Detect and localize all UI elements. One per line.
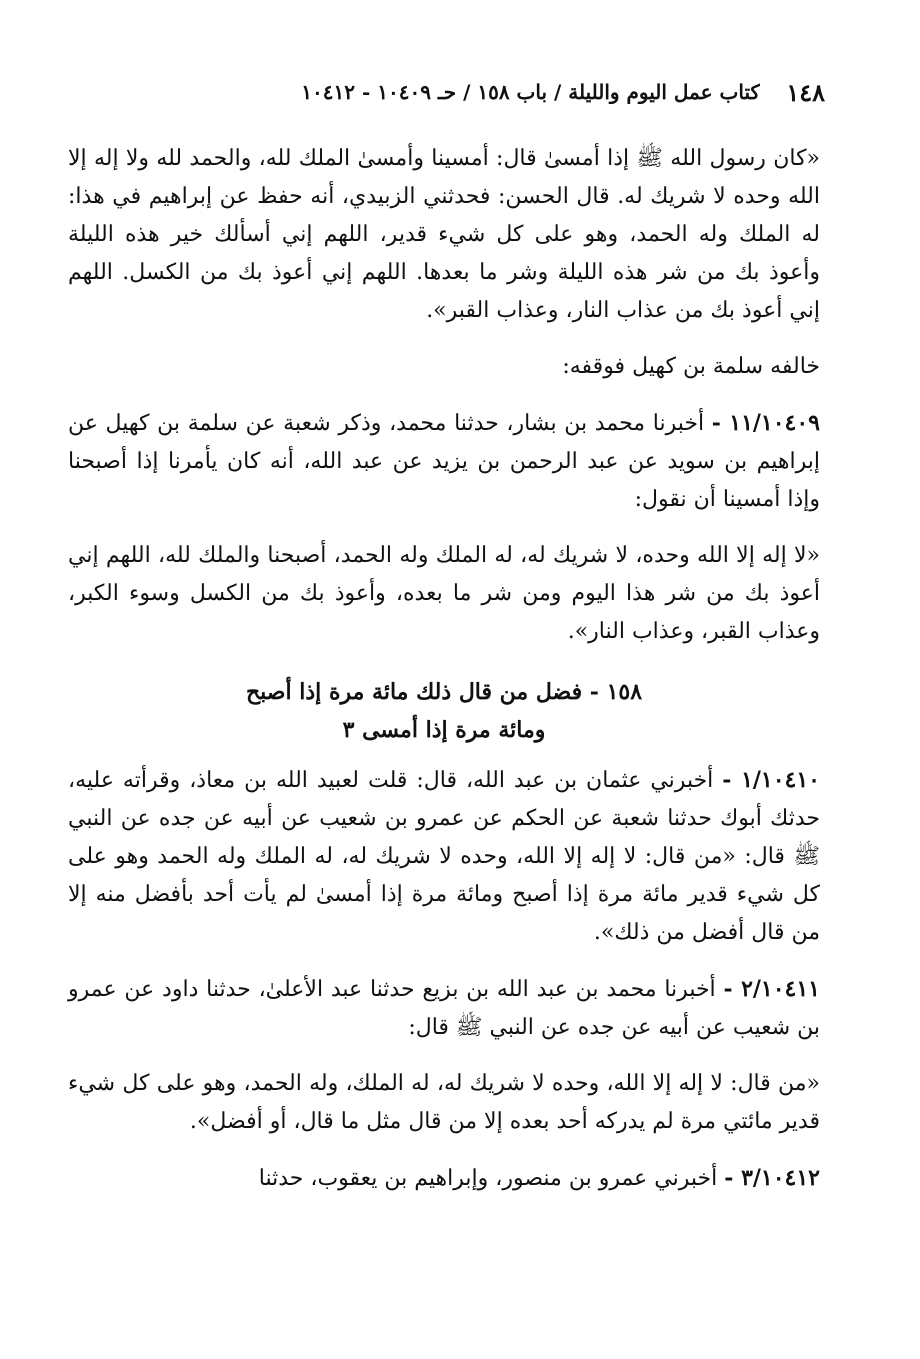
- hadith-chain: أخبرني عمرو بن منصور، وإبراهيم بن يعقوب، حدثنا: [258, 1166, 718, 1191]
- hadith-paragraph-10412: [68, 1159, 820, 1198]
- running-title: كتاب عمل اليوم والليلة / باب ١٥٨ / حـ ١٠٤٠٩ - ١٠٤١٢: [301, 80, 760, 104]
- narration-note: خالفه سلمة بن كهيل فوقفه:: [562, 354, 820, 379]
- hadith-number: ١١/١٠٤٠٩ -: [711, 410, 820, 436]
- hadith-paragraph-10411: [68, 970, 820, 1047]
- page-header: [60, 78, 825, 114]
- hadith-number: ١/١٠٤١٠ -: [722, 767, 820, 793]
- page-number: ١٤٨: [786, 78, 825, 107]
- hadith-number: ٢/١٠٤١١ -: [723, 976, 820, 1002]
- chapter-heading-line1: ١٥٨ - فضل من قال ذلك مائة مرة إذا أصبح: [245, 679, 643, 705]
- hadith-text-paragraph: «كان رسول الله ﷺ إذا أمسىٰ قال: أمسينا وأمسىٰ الملك لله، والحمد لله ولا إله إلا الله وحده لا شريك له. قال الحسن: فحدثني الزبيدي، أنه حفظ عن إبراهيم في هذا: له الملك وله الحمد، وهو على كل شيء قدير، اللهم إني أسألك خير هذه الليلة وأعوذ بك من شر هذه الليلة وشر ما بعدها. اللهم إني أعوذ بك من الكسل. اللهم إني أعوذ بك من عذاب النار، وعذاب القبر».: [68, 146, 820, 323]
- hadith-chain: أخبرنا محمد بن عبد الله بن بزيع حدثنا عبد الأعلىٰ، حدثنا داود عن عمرو بن شعيب عن أبيه عن جده عن النبي ﷺ قال:: [68, 977, 820, 1040]
- hadith-paragraph-10410: [68, 761, 820, 952]
- hadith-chain: أخبرنا محمد بن بشار، حدثنا محمد، وذكر شعبة عن سلمة بن كهيل عن إبراهيم بن سويد عن عبد الرحمن بن يزيد عن عبد الله، أنه كان يأمرنا إذا أصبحنا وإذا أمسينا أن نقول:: [68, 411, 820, 512]
- chapter-heading-line2: ومائة مرة إذا أمسى ٣: [342, 717, 546, 743]
- hadith-paragraph-10409: [68, 404, 820, 519]
- hadith-text-paragraph: «من قال: لا إله إلا الله، وحده لا شريك له، له الملك، وله الحمد، وهو على كل شيء قدير مائتي مرة لم يدركه أحد بعده إلا من قال مثل ما قال، أو أفضل».: [68, 1071, 820, 1134]
- hadith-number: ٣/١٠٤١٢ -: [724, 1165, 820, 1191]
- hadith-text-paragraph: «لا إله إلا الله وحده، لا شريك له، له الملك وله الحمد، أصبحنا والملك لله، اللهم إني أعوذ بك من شر هذا اليوم ومن شر ما بعده، وأعوذ بك من الكسل وسوء الكبر، وعذاب القبر، وعذاب النار».: [68, 543, 820, 644]
- hadith-chain: أخبرني عثمان بن عبد الله، قال: قلت لعبيد الله بن معاذ، وقرأته عليه، حدثك أبوك حدثنا شعبة عن الحكم عن عمرو بن شعيب عن أبيه عن جده عن النبي ﷺ قال: «من قال: لا إله إلا الله، وحده لا شريك له، له الملك وله الحمد وهو على كل شيء قدير مائة مرة إذا أصبح ومائة مرة إذا أمسىٰ لم يأت أحد بأفضل منه إلا من قال أفضل من ذلك».: [68, 768, 820, 945]
- chapter-heading: [68, 673, 820, 749]
- page-body: [68, 140, 820, 1216]
